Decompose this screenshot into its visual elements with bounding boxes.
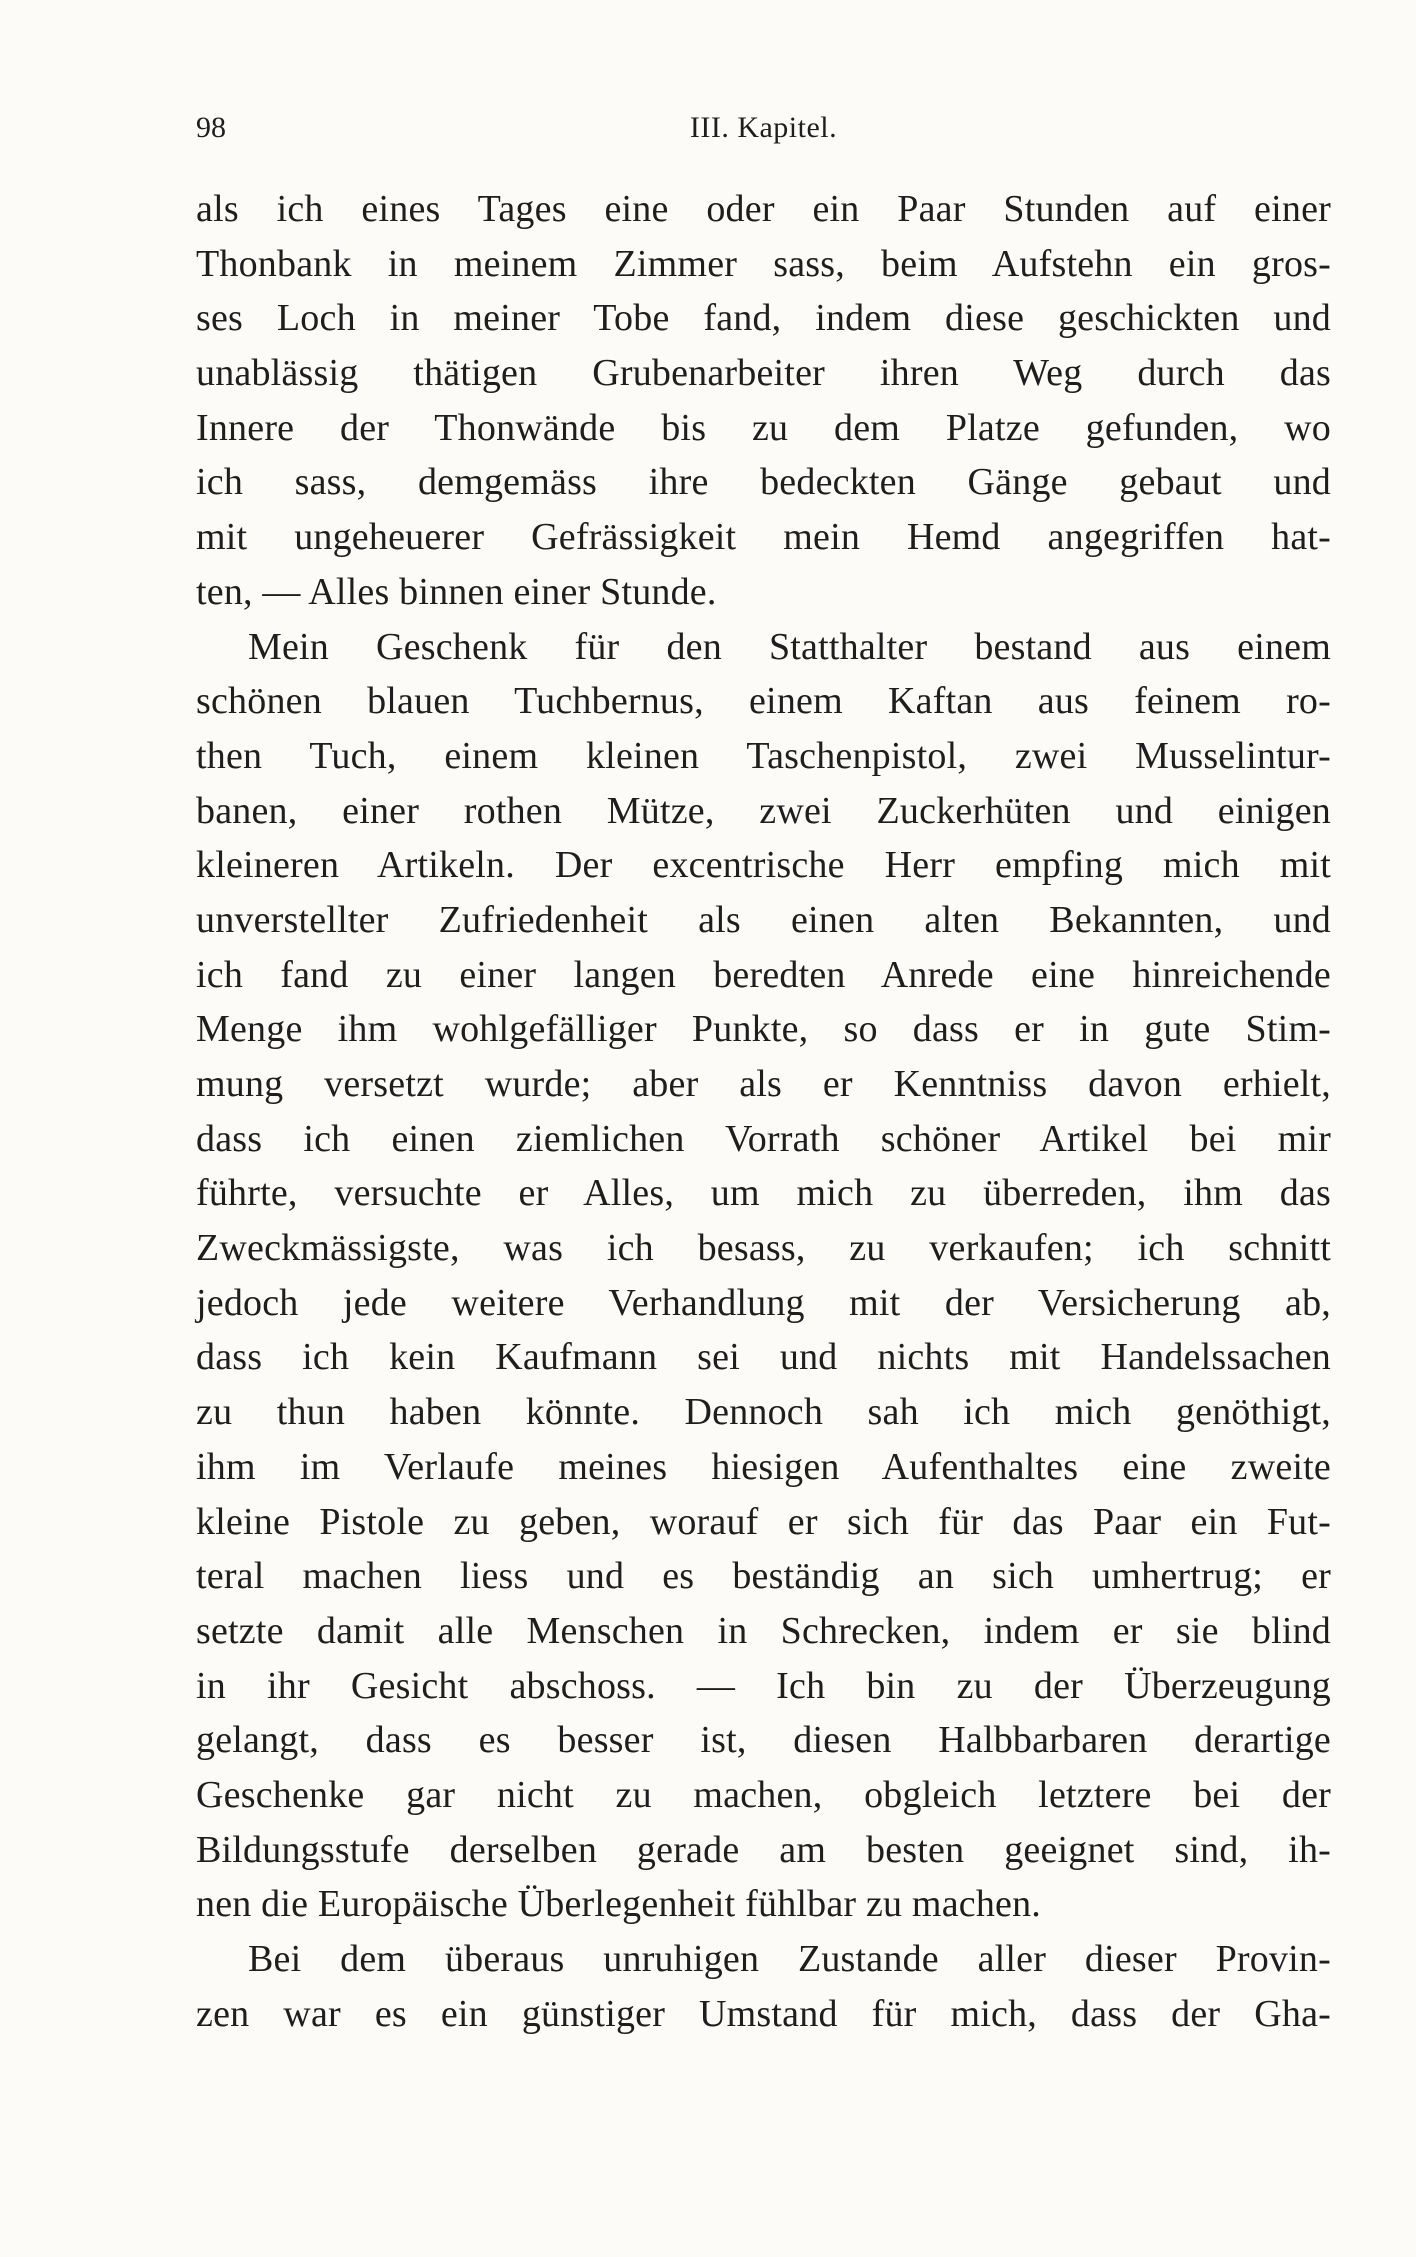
text-line: zu thun haben könnte. Dennoch sah ich mich genöthigt, xyxy=(196,1391,1331,1434)
text-line: mung versetzt wurde; aber als er Kenntniss davon erhielt, xyxy=(196,1063,1331,1105)
text-line: zen war es ein günstiger Umstand für mich, dass der Gha- xyxy=(196,1992,1331,2035)
text-line: kleine Pistole zu geben, worauf er sich für das Paar ein Fut- xyxy=(196,1500,1331,1543)
text-line: jedoch jede weitere Verhandlung mit der Versicherung ab, xyxy=(196,1281,1331,1324)
page-header xyxy=(196,108,1331,148)
text-line: ich sass, demgemäss ihre bedeckten Gänge gebaut und xyxy=(196,461,1331,504)
text-line: kleineren Artikeln. Der excentrische Herr empfing mich mit xyxy=(196,844,1331,887)
text-line: Geschenke gar nicht zu machen, obgleich letztere bei der xyxy=(196,1773,1331,1816)
text-line: teral machen liess und es beständig an sich umhertrug; er xyxy=(196,1555,1331,1598)
text-line: unablässig thätigen Grubenarbeiter ihren Weg durch das xyxy=(196,352,1331,395)
text-line: Zweckmässigste, was ich besass, zu verkaufen; ich schnitt xyxy=(196,1227,1331,1270)
text-line: ten, — Alles binnen einer Stunde. xyxy=(196,570,717,613)
text-line: dass ich einen ziemlichen Vorrath schöner Artikel bei mir xyxy=(196,1117,1331,1160)
text-line: als ich eines Tages eine oder ein Paar Stunden auf einer xyxy=(196,188,1331,230)
text-line: ses Loch in meiner Tobe fand, indem diese geschickten und xyxy=(196,297,1331,340)
text-line: schönen blauen Tuchbernus, einem Kaftan aus feinem ro- xyxy=(196,680,1331,723)
text-line: setzte damit alle Menschen in Schrecken, indem er sie blind xyxy=(196,1609,1331,1652)
text-line: gelangt, dass es besser ist, diesen Halbbarbaren derartige xyxy=(196,1719,1331,1762)
text-line: Menge ihm wohlgefälliger Punkte, so dass er in gute Stim- xyxy=(196,1008,1331,1051)
text-line: mit ungeheuerer Gefrässigkeit mein Hemd angegriffen hat- xyxy=(196,516,1331,559)
running-head: III. Kapitel. xyxy=(689,111,838,144)
text-line: Innere der Thonwände bis zu dem Platze gefunden, wo xyxy=(196,406,1331,449)
text-line: Thonbank in meinem Zimmer sass, beim Aufstehn ein gros- xyxy=(196,242,1331,285)
text-line: banen, einer rothen Mütze, zwei Zuckerhüten und einigen xyxy=(196,789,1331,832)
text-line: in ihr Gesicht abschoss. — Ich bin zu der Überzeugung xyxy=(196,1664,1331,1707)
text-line: unverstellter Zufriedenheit als einen alten Bekannten, und xyxy=(196,898,1331,941)
text-line: then Tuch, einem kleinen Taschenpistol, zwei Musselintur- xyxy=(196,734,1331,777)
text-line: nen die Europäische Überlegenheit fühlbar zu machen. xyxy=(196,1883,1041,1926)
text-line: dass ich kein Kaufmann sei und nichts mit Handelssachen xyxy=(196,1336,1331,1379)
text-line: Mein Geschenk für den Statthalter bestand aus einem xyxy=(248,625,1331,668)
text-line: führte, versuchte er Alles, um mich zu überreden, ihm das xyxy=(196,1172,1331,1215)
text-line: Bei dem überaus unruhigen Zustande aller dieser Provin- xyxy=(248,1938,1331,1980)
text-line: Bildungsstufe derselben gerade am besten geeignet sind, ih- xyxy=(196,1828,1331,1871)
text-line: ich fand zu einer langen beredten Anrede eine hinreichende xyxy=(196,953,1331,996)
page-number: 98 xyxy=(196,111,226,144)
text-line: ihm im Verlaufe meines hiesigen Aufenthaltes eine zweite xyxy=(196,1445,1331,1488)
body-text xyxy=(196,182,1331,2041)
